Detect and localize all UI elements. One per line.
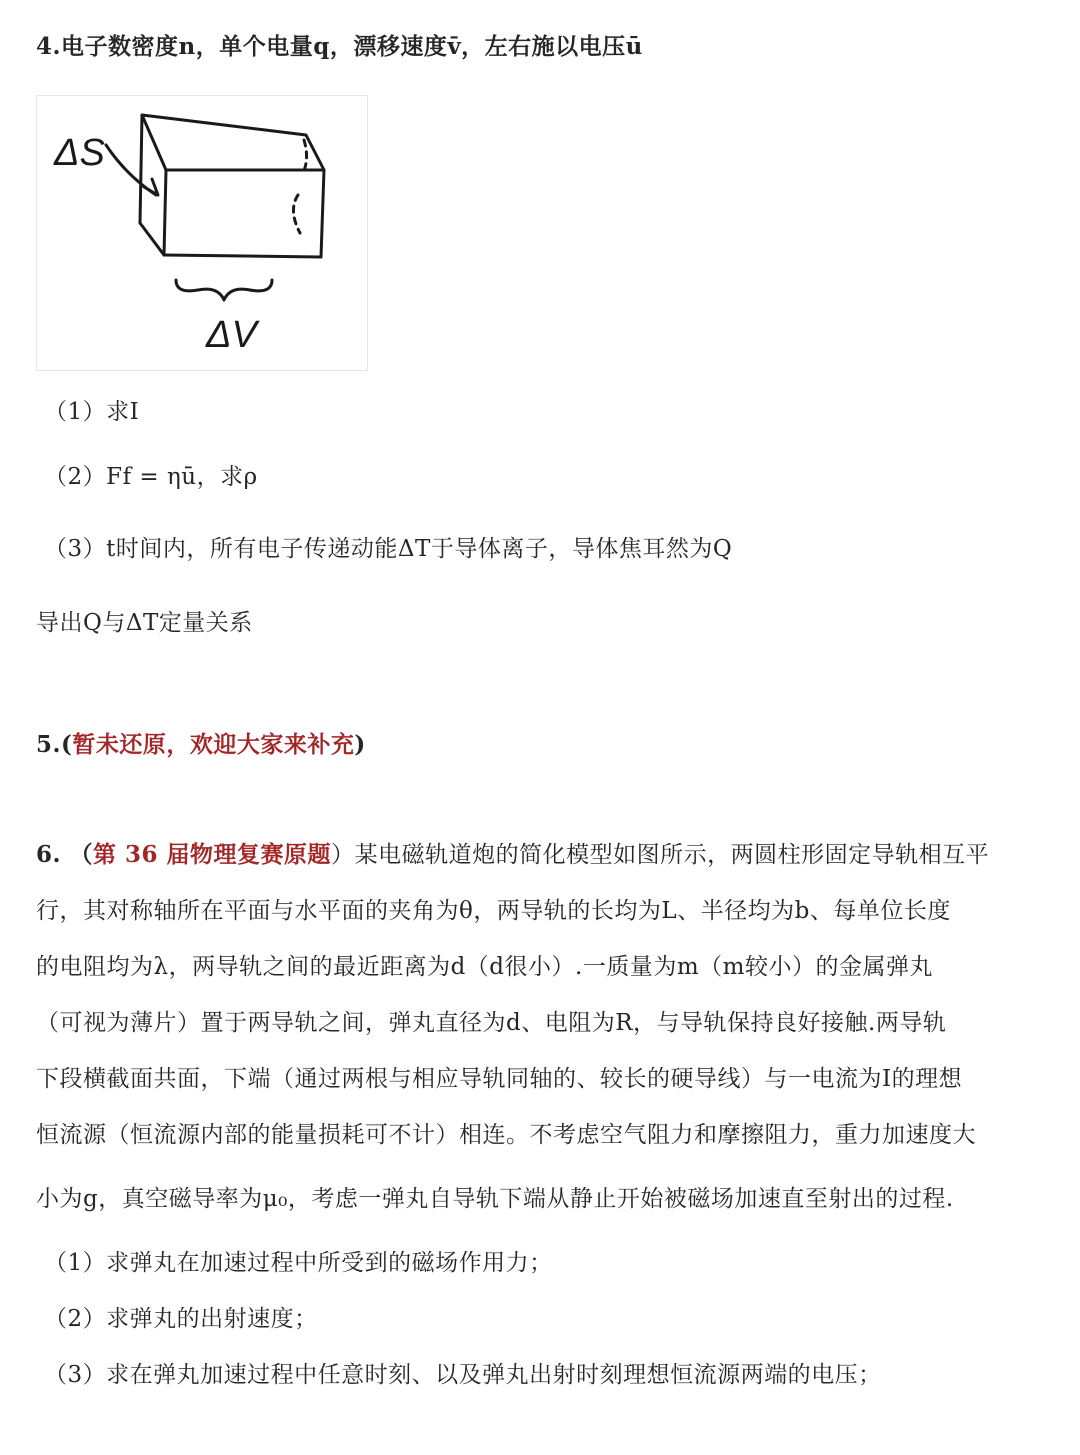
figure-label-area: ΔS bbox=[54, 132, 105, 174]
cuboid-figure bbox=[36, 95, 368, 371]
q6-sub3: （3）求在弹丸加速过程中任意时刻、以及弹丸出射时刻理想恒流源两端的电压； bbox=[44, 1362, 882, 1388]
q6-text-line: 下段横截面共面，下端（通过两根与相应导轨同轴的、较长的硬导线）与一电流为I的理想 bbox=[36, 1066, 963, 1092]
q6-text-line: 某电磁轨道炮的简化模型如图所示，两圆柱形固定导轨相互平 bbox=[354, 842, 990, 868]
q6-text-line: 恒流源（恒流源内部的能量损耗可不计）相连。不考虑空气阻力和摩擦阻力，重力加速度大 bbox=[36, 1122, 976, 1148]
q6-text-line: 的电阻均为λ，两导轨之间的最近距离为d（d很小）.一质量为m（m较小）的金属弹丸 bbox=[36, 954, 933, 980]
q5-num: 5.( bbox=[36, 731, 73, 758]
q5-close: ) bbox=[354, 731, 366, 758]
q4-header: 4.电子数密度n，单个电量q，漂移速度v̄，左右施以电压ū bbox=[36, 33, 643, 60]
q6-sub1: （1）求弹丸在加速过程中所受到的磁场作用力； bbox=[44, 1250, 553, 1276]
q6-text-line: （可视为薄片）置于两导轨之间，弹丸直径为d、电阻为R，与导轨保持良好接触.两导轨 bbox=[36, 1010, 947, 1036]
q6-num: 6. （ bbox=[36, 841, 94, 868]
q5-note: 暂未还原，欢迎大家来补充 bbox=[72, 731, 355, 758]
q6-text-line: 行，其对称轴所在平面与水平面的夹角为θ，两导轨的长均为L、半径均为b、每单位长度 bbox=[36, 898, 951, 924]
q4-sub3: （3）t时间内，所有电子传递动能ΔT于导体离子，导体焦耳然为Q bbox=[44, 536, 733, 562]
q6-first-line bbox=[36, 840, 989, 870]
q4-sub3-cont: 导出Q与ΔT定量关系 bbox=[36, 610, 253, 636]
q6-sub2: （2）求弹丸的出射速度； bbox=[44, 1306, 318, 1332]
q4-sub1: （1）求I bbox=[44, 399, 140, 425]
figure-label-length: ΔV bbox=[206, 314, 257, 356]
q6-text-line: 小为g，真空磁导率为μ₀，考虑一弹丸自导轨下端从静止开始被磁场加速直至射出的过程. bbox=[36, 1186, 954, 1212]
q6-tag-close: ） bbox=[331, 842, 355, 868]
q5-line bbox=[36, 730, 366, 760]
q6-tag: 第 36 届物理复赛原题 bbox=[93, 841, 332, 868]
q4-sub2: （2）Ff = ηū，求ρ bbox=[44, 464, 258, 490]
